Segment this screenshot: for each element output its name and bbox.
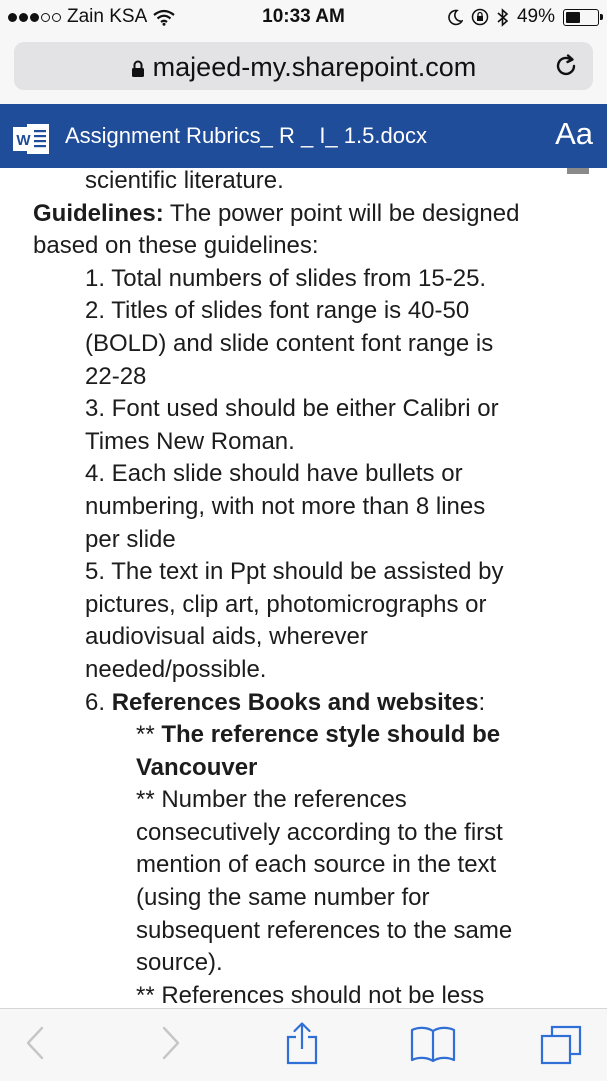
sub-item: ** The reference style should be [136, 721, 501, 749]
guidelines-paragraph: Guidelines: The power point will be designed [33, 199, 520, 227]
list-item: 1. Total numbers of slides from 15-25. [85, 264, 487, 292]
sub-item: ** References should not be less [136, 981, 485, 1008]
tabs-icon[interactable] [540, 1025, 582, 1065]
document-header [0, 104, 607, 168]
browser-toolbar [0, 1008, 607, 1081]
back-arrow-icon[interactable] [24, 1025, 46, 1061]
orientation-lock-icon [471, 8, 489, 26]
share-icon[interactable] [284, 1021, 320, 1065]
forward-arrow-icon[interactable] [160, 1025, 182, 1061]
sub-item-continued: consecutively according to the first [136, 818, 503, 846]
list-item-continued: Times New Roman. [85, 427, 295, 455]
guidelines-label: Guidelines: [33, 199, 164, 227]
bluetooth-icon [497, 8, 509, 27]
list-item: 5. The text in Ppt should be assisted by [85, 558, 504, 586]
status-time: 10:33 AM [262, 6, 345, 27]
list-item-continued: audiovisual aids, wherever [85, 623, 368, 651]
document-title: Assignment Rubrics_ R _ I_ 1.5.docx [65, 123, 427, 148]
list-item: 6. References Books and websites: [85, 688, 486, 716]
list-item: 2. Titles of slides font range is 40-50 [85, 297, 470, 325]
url-text: majeed-my.sharepoint.com [152, 52, 477, 82]
sub-item: ** Number the references [136, 786, 407, 814]
bookmarks-icon[interactable] [410, 1025, 456, 1063]
doc-line: based on these guidelines: [33, 232, 319, 260]
sub-item-continued: mention of each source in the text [136, 851, 497, 879]
sub-item-continued: source). [136, 949, 223, 977]
sub-item-continued: Vancouver [136, 753, 258, 781]
list-item-continued: 22-28 [85, 362, 147, 390]
list-item-continued: per slide [85, 525, 176, 553]
carrier-name: Zain KSA [67, 6, 148, 27]
moon-icon [447, 9, 463, 26]
status-bar [0, 0, 607, 34]
list-item-continued: needed/possible. [85, 655, 267, 683]
doc-line: scientific literature. [85, 167, 284, 194]
scroll-indicator[interactable] [567, 168, 589, 174]
list-item: 4. Each slide should have bullets or [85, 460, 463, 488]
sub-item-continued: subsequent references to the same [136, 916, 513, 944]
list-item-continued: (BOLD) and slide content font range is [85, 329, 494, 357]
sub-item-continued: (using the same number for [136, 884, 430, 912]
battery-icon [563, 9, 599, 26]
address-bar[interactable] [14, 42, 593, 90]
reload-icon[interactable] [553, 53, 579, 79]
list-item: 3. Font used should be either Calibri or [85, 395, 499, 423]
list-item-continued: pictures, clip art, photomicrographs or [85, 590, 487, 618]
lock-icon [131, 60, 145, 78]
word-app-icon [13, 122, 51, 156]
battery-percent: 49% [516, 6, 555, 27]
svg-text:W: W [16, 132, 31, 149]
list-item-continued: numbering, with not more than 8 lines [85, 492, 486, 520]
browser-address-area [0, 34, 607, 104]
text-size-button[interactable]: Aa [555, 116, 593, 151]
document-body[interactable] [0, 165, 607, 1008]
